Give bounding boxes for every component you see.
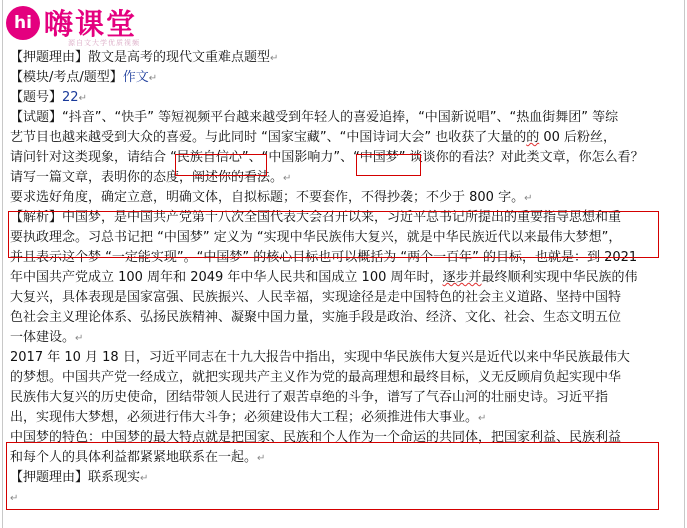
logo-slogan: 源自文大学优质视频 <box>68 39 140 47</box>
text-run: 【试题】“抖音”、“快手” 等短视频平台越来越受到年轻人的喜爱追捧，“中国新说唱”、“热血街舞团” 等综 <box>10 110 619 125</box>
text-run: 民族伟大复兴的历史使命，团结带领人民进行了艰苦卓绝的斗争，谱写了气吞山河的壮丽史诗。习近平指 <box>10 390 609 405</box>
highlight-box-minzu-zixinxin <box>175 154 267 176</box>
highlight-box-analysis <box>8 211 659 258</box>
text-run: 中国梦的特色：中国梦的最大特点就是把国家、民族和个人作为一个命运的共同体，把国家利益、民族利益 <box>10 430 622 445</box>
text-line <box>10 148 675 168</box>
text-run: 要求选好角度，确定立意，明确文体，自拟标题；不要套作，不得抄袭；不少于 800 字。 <box>10 190 525 205</box>
text-line <box>10 128 675 148</box>
text-line <box>10 288 675 308</box>
text-run: 00 后粉丝， <box>539 130 617 145</box>
paragraph-mark: ↵ <box>10 493 19 504</box>
document-body[interactable] <box>10 48 675 508</box>
text-line <box>10 48 675 68</box>
text-line <box>10 68 675 88</box>
text-run: 并且表示这个梦 “一定能实现”。“中国梦” 的核心目标也可以概括为 “两个一百年” 的目标，也就是：到 2021 <box>10 250 638 265</box>
text-line <box>10 308 675 328</box>
paragraph-mark: ↵ <box>270 53 279 64</box>
text-run: 一体建设。 <box>10 330 76 345</box>
text-run: 【押题理由】联系现实 <box>10 470 141 485</box>
text-run: 和每个人的具体利益都紧紧地联系在一起。 <box>10 450 258 465</box>
paragraph-mark: ↵ <box>283 173 292 184</box>
page-border-left <box>2 0 3 528</box>
text-line <box>10 408 675 428</box>
logo-name: 嗨课堂 <box>44 7 138 41</box>
paragraph-mark: ↵ <box>524 193 533 204</box>
text-line <box>10 168 675 188</box>
text-line <box>10 328 675 348</box>
text-run: 年中国共产党成立 100 周年和 2049 年中华人民共和国成立 100 周年时， <box>10 270 443 285</box>
text-line <box>10 268 675 288</box>
text-run: 逐步并 <box>442 270 482 285</box>
text-run: 大复兴，具体表现是国家富强、民族振兴、人民幸福，实现途径是走中国特色的社会主义道路、坚持中国特 <box>10 290 622 305</box>
text-run: 【解析】中国梦，是中国共产党第十八次全国代表大会召开以来，习近平总书记所提出的重要指导思想和重 <box>10 210 622 225</box>
text-run: 的 <box>526 130 540 145</box>
text-run: 请写一篇文章，表明你的态度，阐述你的看法。 <box>10 170 284 185</box>
text-line <box>10 108 675 128</box>
paragraph-mark: ↵ <box>140 473 149 484</box>
paragraph-mark: ↵ <box>148 73 158 84</box>
text-run: 22 <box>62 90 79 105</box>
text-run: 【押题理由】散文是高考的现代文重难点题型 <box>10 50 271 65</box>
paragraph-mark: ↵ <box>78 93 87 104</box>
text-run: 最终顺利实现中华民族的伟 <box>481 270 638 285</box>
logo-badge: hi <box>6 6 40 40</box>
text-run: 要执政理念。习总书记把 “中国梦” 定义为 “实现中华民族伟大复兴，就是中华民族近代以来最伟大梦想”， <box>10 230 622 245</box>
logo <box>6 4 186 48</box>
text-run: 2017 年 10 月 18 日，习近平同志在十九大报告中指出，实现中华民族伟大复兴是近代以来中华民族最伟大 <box>10 350 630 365</box>
text-run: 色社会主义理论体系、弘扬民族精神、凝聚中国力量，实施手段是政治、经济、文化、社会、生态文明五位 <box>10 310 622 325</box>
text-run: 请问针对这类现象，请结合 “民族自信心”、“中国影响力”、“中国梦” 谈谈你的看法？对此类文章，你怎么看？ <box>10 150 644 165</box>
text-line <box>10 348 675 368</box>
highlight-box-feature <box>6 442 659 510</box>
highlight-box-zhongguomeng <box>356 154 421 176</box>
paragraph-mark: ↵ <box>75 333 84 344</box>
text-line <box>10 388 675 408</box>
text-run: 【题号】 <box>10 90 63 105</box>
paragraph-mark: ↵ <box>257 453 266 464</box>
text-line <box>10 368 675 388</box>
text-run: 艺节目也越来越受到大众的喜爱。与此同时 “国家宝藏”、“中国诗词大会” 也收获了大量的 <box>10 130 527 145</box>
text-run: 的梦想。中国共产党一经成立，就把实现共产主义作为党的最高理想和最终目标，义无反顾肩负起实现中华 <box>10 370 622 385</box>
paragraph-mark: ↵ <box>478 413 487 424</box>
text-line <box>10 88 675 108</box>
page-border-right <box>684 0 685 528</box>
text-run: 出，实现伟大梦想，必须进行伟大斗争；必须建设伟大工程；必须推进伟大事业。 <box>10 410 479 425</box>
text-line <box>10 188 675 208</box>
text-run: 【模块/考点/题型】 <box>10 70 123 85</box>
text-run: 作文 <box>122 70 149 85</box>
